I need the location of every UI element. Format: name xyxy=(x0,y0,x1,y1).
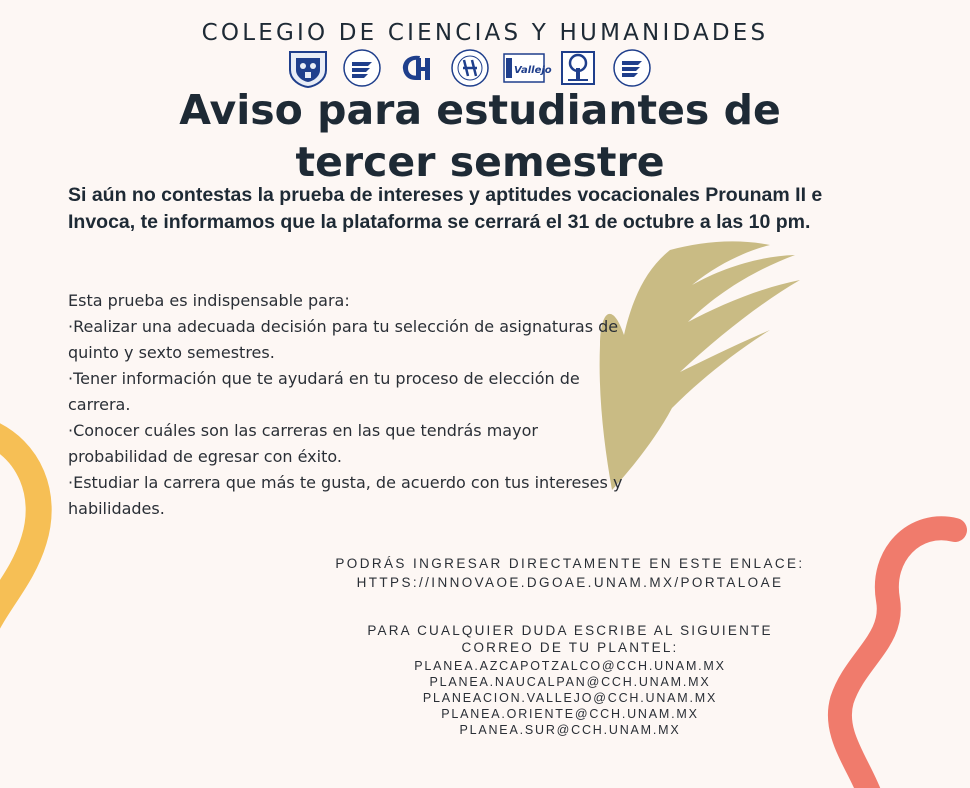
title-line-1: Aviso para estudiantes de xyxy=(179,86,781,134)
yellow-wave xyxy=(0,432,39,640)
email-oriente[interactable]: PLANEA.ORIENTE@CCH.UNAM.MX xyxy=(441,707,699,721)
benefit-item: ·Realizar una adecuada decisión para tu selección de asignaturas de quinto y sexto semestres. xyxy=(68,317,619,362)
institution-header: COLEGIO DE CIENCIAS Y HUMANIDADES xyxy=(201,20,769,46)
email-naucalpan[interactable]: PLANEA.NAUCALPAN@CCH.UNAM.MX xyxy=(429,675,711,689)
link-section xyxy=(320,554,820,592)
sur-seal-logo xyxy=(610,48,654,88)
cch-letters-logo xyxy=(394,48,438,88)
email-sur[interactable]: PLANEA.SUR@CCH.UNAM.MX xyxy=(459,723,681,737)
page-title xyxy=(130,84,830,188)
contact-label-line-2: CORREO DE TU PLANTEL: xyxy=(461,640,679,655)
azcapotzalco-seal-logo xyxy=(448,48,492,88)
vallejo-logo-text: Vallejo xyxy=(514,65,552,76)
benefits-intro: Esta prueba es indispensable para: xyxy=(68,291,350,310)
oriente-tree-logo xyxy=(556,48,600,88)
coral-wave xyxy=(840,528,955,788)
benefit-item: ·Tener información que te ayudará en tu proceso de elección de carrera. xyxy=(68,369,580,414)
portal-link[interactable]: HTTPS://INNOVAOE.DGOAE.UNAM.MX/PORTALOAE xyxy=(356,575,784,590)
contact-section xyxy=(320,622,820,738)
email-vallejo[interactable]: PLANEACION.VALLEJO@CCH.UNAM.MX xyxy=(422,691,718,705)
contact-label-line-1: PARA CUALQUIER DUDA ESCRIBE AL SIGUIENTE xyxy=(367,623,773,638)
lead-announcement: Si aún no contestas la prueba de intereses y aptitudes vocacionales Prounam II e Invoca, te informamos que la plataforma se cerrará el 31 de octubre a las 10 pm. xyxy=(68,184,823,233)
email-azcapotzalco[interactable]: PLANEA.AZCAPOTZALCO@CCH.UNAM.MX xyxy=(414,659,726,673)
link-label: PODRÁS INGRESAR DIRECTAMENTE EN ESTE ENLACE: xyxy=(335,556,805,571)
cch-seal-logo xyxy=(340,48,384,88)
benefit-item: ·Estudiar la carrera que más te gusta, de acuerdo con tus intereses y habilidades. xyxy=(68,473,623,518)
benefits-section xyxy=(68,288,638,522)
unam-shield-logo xyxy=(286,48,330,88)
email-list xyxy=(320,658,820,738)
benefit-item: ·Conocer cuáles son las carreras en las que tendrás mayor probabilidad de egresar con éxito. xyxy=(68,421,538,466)
title-line-2: tercer semestre xyxy=(295,138,665,186)
vallejo-logo xyxy=(502,48,552,88)
